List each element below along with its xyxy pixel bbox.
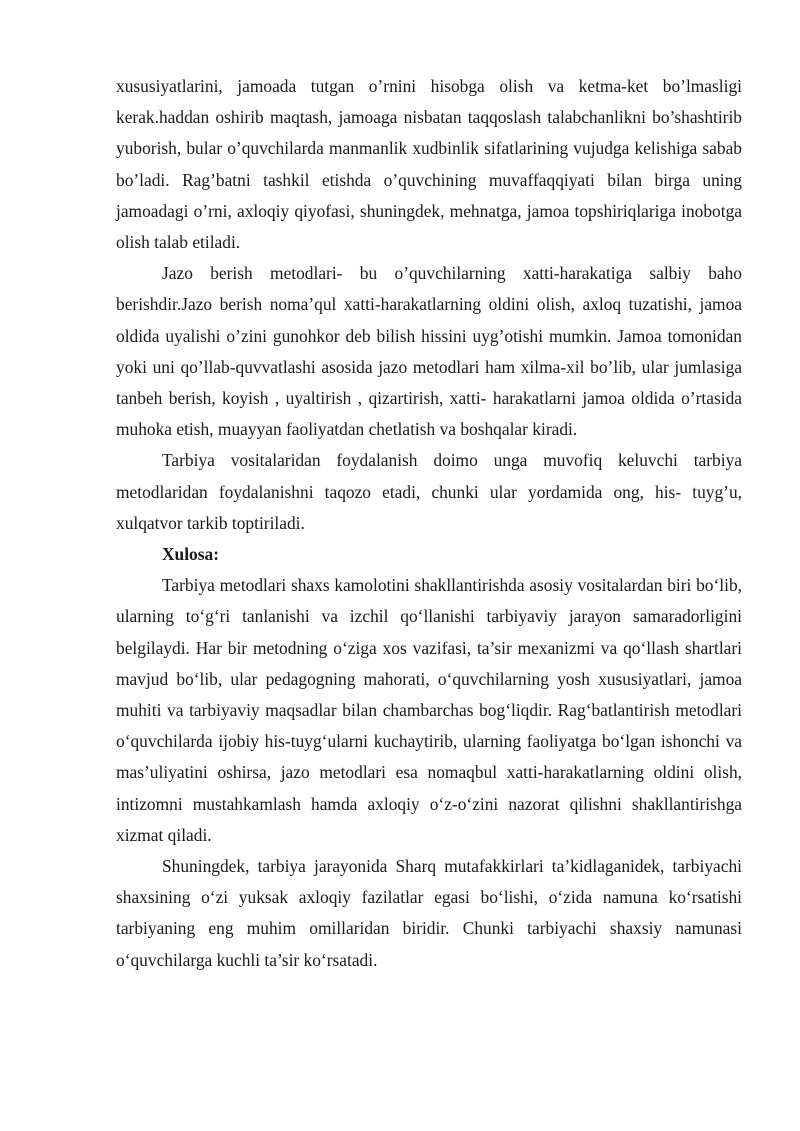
paragraph-punishment-methods: Jazo berish metodlari- bu o’quvchilarning xatti-harakatiga salbiy baho berishdir.Jazo berish noma’qul xatti-harakatlarning oldini olish, axloq tuzatishi, jamoa oldida uyalishi o’zini gunohkor deb bilish hissini uyg’otishi mumkin. Jamoa tomonidan yoki uni qo’llab-quvvatlashi asosida jazo metodlari ham xilma-xil bo’lib, ular jumlasiga tanbeh berish, koyish , uyaltirish , qizartirish, xatti- harakatlarni jamoa oldida o’rtasida muhoka etish, muayyan faoliyatdan chetlatish va boshqalar kiradi. [116,263,742,440]
paragraph-conclusion-1: Tarbiya metodlari shaxs kamolotini shakllantirishda asosiy vositalardan biri bo‘lib, ularning to‘g‘ri tanlanishi va izchil qo‘llanishi tarbiyaviy jarayon samaradorligini belgilaydi. Har bir metodning o‘ziga xos vazifasi, ta’sir mexanizmi va qo‘llash shartlari mavjud bo‘lib, ular pedagogning mahorati, o‘quvchilarning yosh xususiyatlari, jamoa muhiti va tarbiyaviy maqsadlar bilan chambarchas bog‘liqdir. Rag‘batlantirish metodlari o‘quvchilarda ijobiy his-tuyg‘ularni kuchaytirib, ularning faoliyatga bo‘lgan ishonchi va mas’uliyatini oshirsa, jazo metodlari esa nomaqbul xatti-harakatlarning oldini olish, intizomni mustahkamlash hamda axloqiy o‘z-o‘zini nazorat qilishni shakllantirishga xizmat qiladi. [116,575,742,845]
paragraph-continuation: xususiyatlarini, jamoada tutgan o’rnini hisobga olish va ketma-ket bo’lmasligi kerak.haddan oshirib maqtash, jamoaga nisbatan taqqoslash talabchanlikni bo’shashtirib yuborish, bular o’quvchilarda manmanlik xudbinlik sifatlarining vujudga kelishiga sabab bo’ladi. Rag’batni tashkil etishda o’quvchining muvaffaqqiyati bilan birga uning jamoadagi o’rni, axloqiy qiyofasi, shuningdek, mehnatga, jamoa topshiriqlariga inobotga olish talab etiladi. [116,76,742,253]
document-body [116,71,742,976]
paragraph-conclusion-2: Shuningdek, tarbiya jarayonida Sharq mutafakkirlari ta’kidlaganidek, tarbiyachi shaxsining o‘zi yuksak axloqiy fazilatlar egasi bo‘lishi, o‘zida namuna ko‘rsatishi tarbiyaning eng muhim omillaridan biridir. Chunki tarbiyachi shaxsiy namunasi o‘quvchilarga kuchli ta’sir ko‘rsatadi. [116,856,742,970]
conclusion-heading: Xulosa: [162,544,220,565]
paragraph-education-means: Tarbiya vositalaridan foydalanish doimo unga muvofiq keluvchi tarbiya metodlaridan foydalanishni taqozo etadi, chunki ular yordamida ong, his- tuyg’u, xulqatvor tarkib toptiriladi. [116,450,742,533]
